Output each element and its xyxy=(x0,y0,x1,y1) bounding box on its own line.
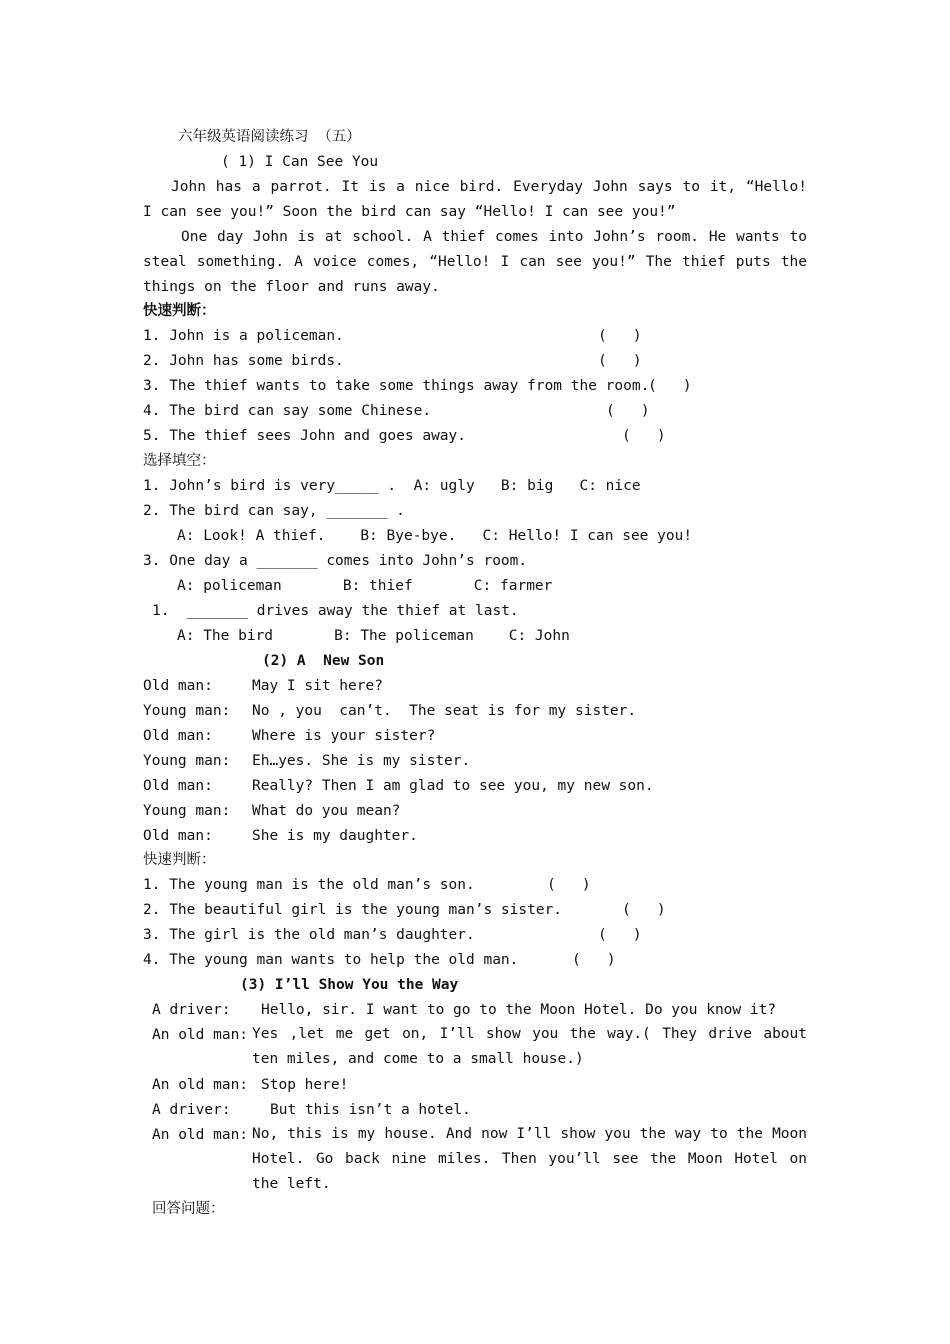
section-1-heading: ( 1) I Can See You xyxy=(221,154,379,170)
dialog-line: Eh…yes. She is my sister. xyxy=(252,753,471,769)
judge-1-q2: 2. John has some birds. xyxy=(143,353,344,369)
dialog-speaker: Young man: xyxy=(143,803,231,819)
choice-title: 选择填空： xyxy=(143,453,216,469)
judge-1-q3: 3. The thief wants to take some things away from the room. xyxy=(143,378,650,394)
judge-2-q3: 3. The girl is the old man’s daughter. xyxy=(143,927,475,943)
judge-1-q4: 4. The bird can say some Chinese. xyxy=(143,403,432,419)
dialog-speaker: Old man: xyxy=(143,678,213,694)
dialog-speaker: Old man: xyxy=(143,828,213,844)
choice-q3-options: A: policeman B: thief C: farmer xyxy=(177,578,553,594)
judge-1-q1: 1. John is a policeman. xyxy=(143,328,344,344)
dialog-line: Where is your sister? xyxy=(252,728,436,744)
dialog-line: What do you mean? xyxy=(252,803,401,819)
dialog-3-line: Stop here! xyxy=(261,1077,349,1093)
section-1-paragraph-1: John has a parrot. It is a nice bird. Everyday John says to it, “Hello! I can see you!” Soon the bird can say “Hello! I can see you!” xyxy=(143,179,807,220)
quick-judge-title-2: 快速判断： xyxy=(143,852,216,868)
judge-2-q1-bracket: ( ) xyxy=(547,877,591,893)
dialog-line: Really? Then I am glad to see you, my new son. xyxy=(252,778,654,794)
judge-1-q5-bracket: ( ) xyxy=(622,428,666,444)
dialog-3-line: No, this is my house. And now I’ll show you the way to the Moon Hotel. Go back nine miles. Then you’ll see the Moon Hotel on the left. xyxy=(252,1126,807,1192)
dialog-line: No , you can’t. The seat is for my sister. xyxy=(252,703,637,719)
dialog-speaker: Old man: xyxy=(143,778,213,794)
judge-2-q1: 1. The young man is the old man’s son. xyxy=(143,877,475,893)
dialog-3-speaker: An old man: xyxy=(152,1127,249,1143)
judge-2-q3-bracket: ( ) xyxy=(598,927,642,943)
dialog-speaker: Young man: xyxy=(143,703,231,719)
dialog-3-line: But this isn’t a hotel. xyxy=(270,1102,471,1118)
dialog-speaker: Old man: xyxy=(143,728,213,744)
dialog-3-speaker: An old man: xyxy=(152,1027,249,1043)
judge-2-q2-bracket: ( ) xyxy=(622,902,666,918)
dialog-line: She is my daughter. xyxy=(252,828,418,844)
judge-1-q2-bracket: ( ) xyxy=(598,353,642,369)
answer-title: 回答问题： xyxy=(152,1201,225,1217)
judge-2-q4-bracket: ( ) xyxy=(572,952,616,968)
section-2-heading: (2) A New Son xyxy=(262,653,385,669)
judge-1-q3-bracket: ( ) xyxy=(648,378,692,394)
section-3-heading: (3) I’ll Show You the Way xyxy=(240,977,459,993)
dialog-3-line: Yes ,let me get on, I’ll show you the way.( They drive about ten miles, and come to a small house.) xyxy=(252,1026,807,1067)
judge-1-q1-bracket: ( ) xyxy=(598,328,642,344)
judge-1-q5: 5. The thief sees John and goes away. xyxy=(143,428,467,444)
page-title: 六年级英语阅读练习 （五） xyxy=(178,129,361,145)
choice-q1: 1. John’s bird is very_____ . A: ugly B: big C: nice xyxy=(143,478,641,494)
dialog-3-speaker: A driver: xyxy=(152,1102,231,1118)
choice-q4-options: A: The bird B: The policeman C: John xyxy=(177,628,570,644)
section-1-paragraph-2: One day John is at school. A thief comes into John’s room. He wants to steal something. A voice comes, “Hello! I can see you!” The thief puts the things on the floor and runs away. xyxy=(143,229,807,295)
dialog-3-speaker: An old man: xyxy=(152,1077,249,1093)
dialog-3-line: Hello, sir. I want to go to the Moon Hotel. Do you know it? xyxy=(261,1002,777,1018)
choice-q3: 3. One day a _______ comes into John’s room. xyxy=(143,553,528,569)
judge-2-q4: 4. The young man wants to help the old man. xyxy=(143,952,519,968)
choice-q2: 2. The bird can say, _______ . xyxy=(143,503,405,519)
dialog-speaker: Young man: xyxy=(143,753,231,769)
choice-q2-options: A: Look! A thief. B: Bye-bye. C: Hello! I can see you! xyxy=(177,528,693,544)
quick-judge-title-1: 快速判断： xyxy=(143,303,216,319)
dialog-line: May I sit here? xyxy=(252,678,383,694)
judge-1-q4-bracket: ( ) xyxy=(606,403,650,419)
choice-q4: 1. _______ drives away the thief at last. xyxy=(152,603,519,619)
dialog-3-speaker: A driver: xyxy=(152,1002,231,1018)
judge-2-q2: 2. The beautiful girl is the young man’s sister. xyxy=(143,902,563,918)
